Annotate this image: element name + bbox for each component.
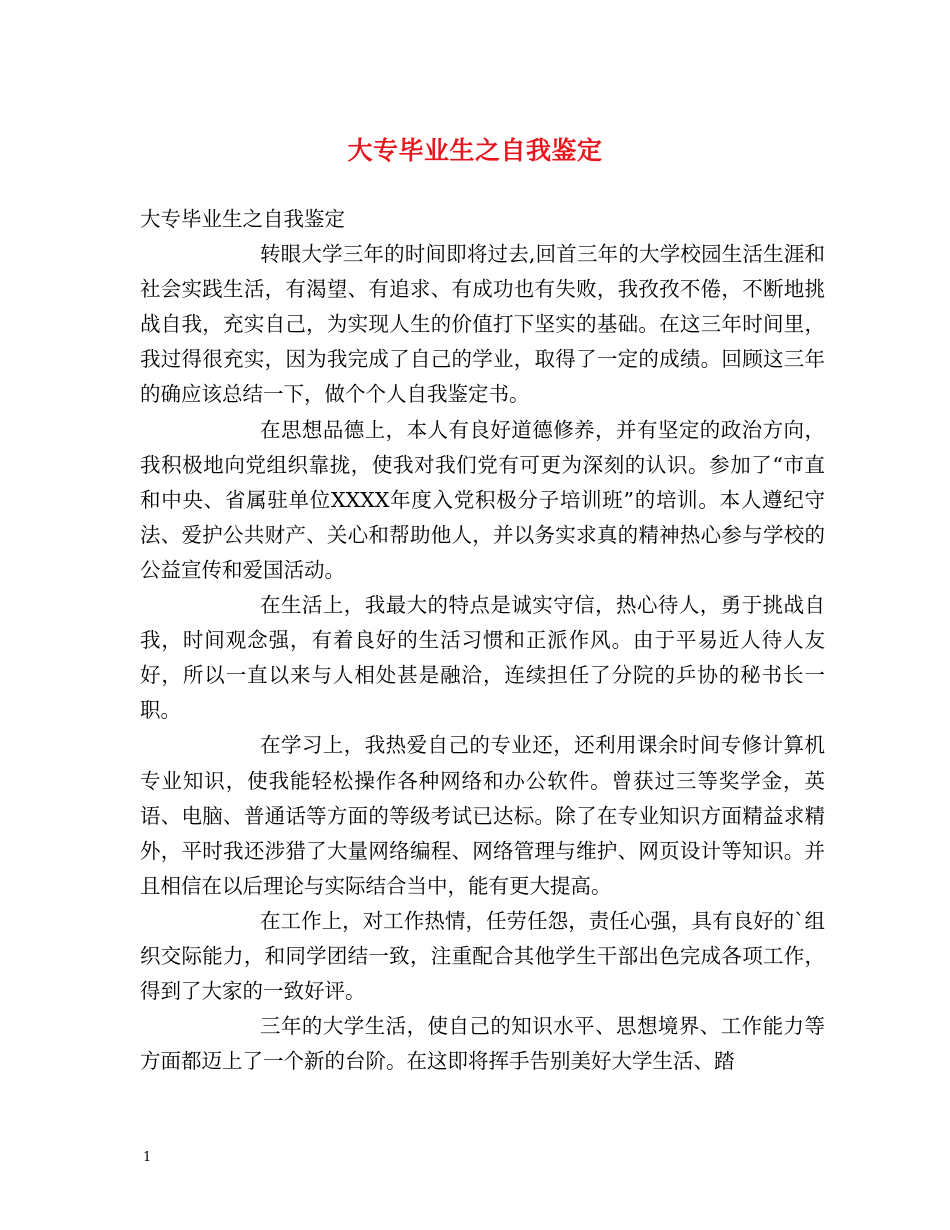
paragraph-intro: 转眼大学三年的时间即将过去,回首三年的大学校园生活生涯和社会实践生活，有渴望、有追求、有成功也有失败，我孜孜不倦，不断地挑战自我，充实自己，为实现人生的价值打下坚实的基础。在这三年时间里，我过得很充实，因为我完成了自己的学业，取得了一定的成绩。回顾这三年的确应该总结一下，做个个人自我鉴定书。 bbox=[140, 242, 825, 407]
paragraph-work: 在工作上，对工作热情，任劳任怨，责任心强，具有良好的`组织交际能力，和同学团结一致，注重配合其他学生干部出色完成各项工作，得到了大家的一致好评。 bbox=[140, 908, 825, 1004]
document-body bbox=[140, 202, 825, 1079]
paragraph-ideology: 在思想品德上，本人有良好道德修养，并有坚定的政治方向，我积极地向党组织靠拢，使我对我们党有可更为深刻的认识。参加了“市直和中央、省属驻单位XXXX年度入党积极分子培训班”的培训。本人遵纪守法、爱护公共财产、关心和帮助他人，并以务实求真的精神热心参与学校的公益宣传和爱国活动。 bbox=[140, 417, 825, 582]
document-title: 大专毕业生之自我鉴定 bbox=[347, 136, 603, 165]
paragraph-summary: 三年的大学生活，使自己的知识水平、思想境界、工作能力等方面都迈上了一个新的台阶。在这即将挥手告别美好大学生活、踏 bbox=[140, 1014, 825, 1074]
paragraph-study: 在学习上，我热爱自己的专业还，还利用课余时间专修计算机专业知识，使我能轻松操作各种网络和办公软件。曾获过三等奖学金，英语、电脑、普通话等方面的等级考试已达标。除了在专业知识方面精益求精外，平时我还涉猎了大量网络编程、网络管理与维护、网页设计等知识。并且相信在以后理论与实际结合当中，能有更大提高。 bbox=[140, 733, 825, 898]
page-number: 1 bbox=[143, 1150, 152, 1165]
paragraph-life: 在生活上，我最大的特点是诚实守信，热心待人，勇于挑战自我，时间观念强，有着良好的生活习惯和正派作风。由于平易近人待人友好，所以一直以来与人相处甚是融洽，连续担任了分院的乒协的秘书长一职。 bbox=[140, 593, 825, 723]
document-subtitle: 大专毕业生之自我鉴定 bbox=[140, 207, 345, 231]
